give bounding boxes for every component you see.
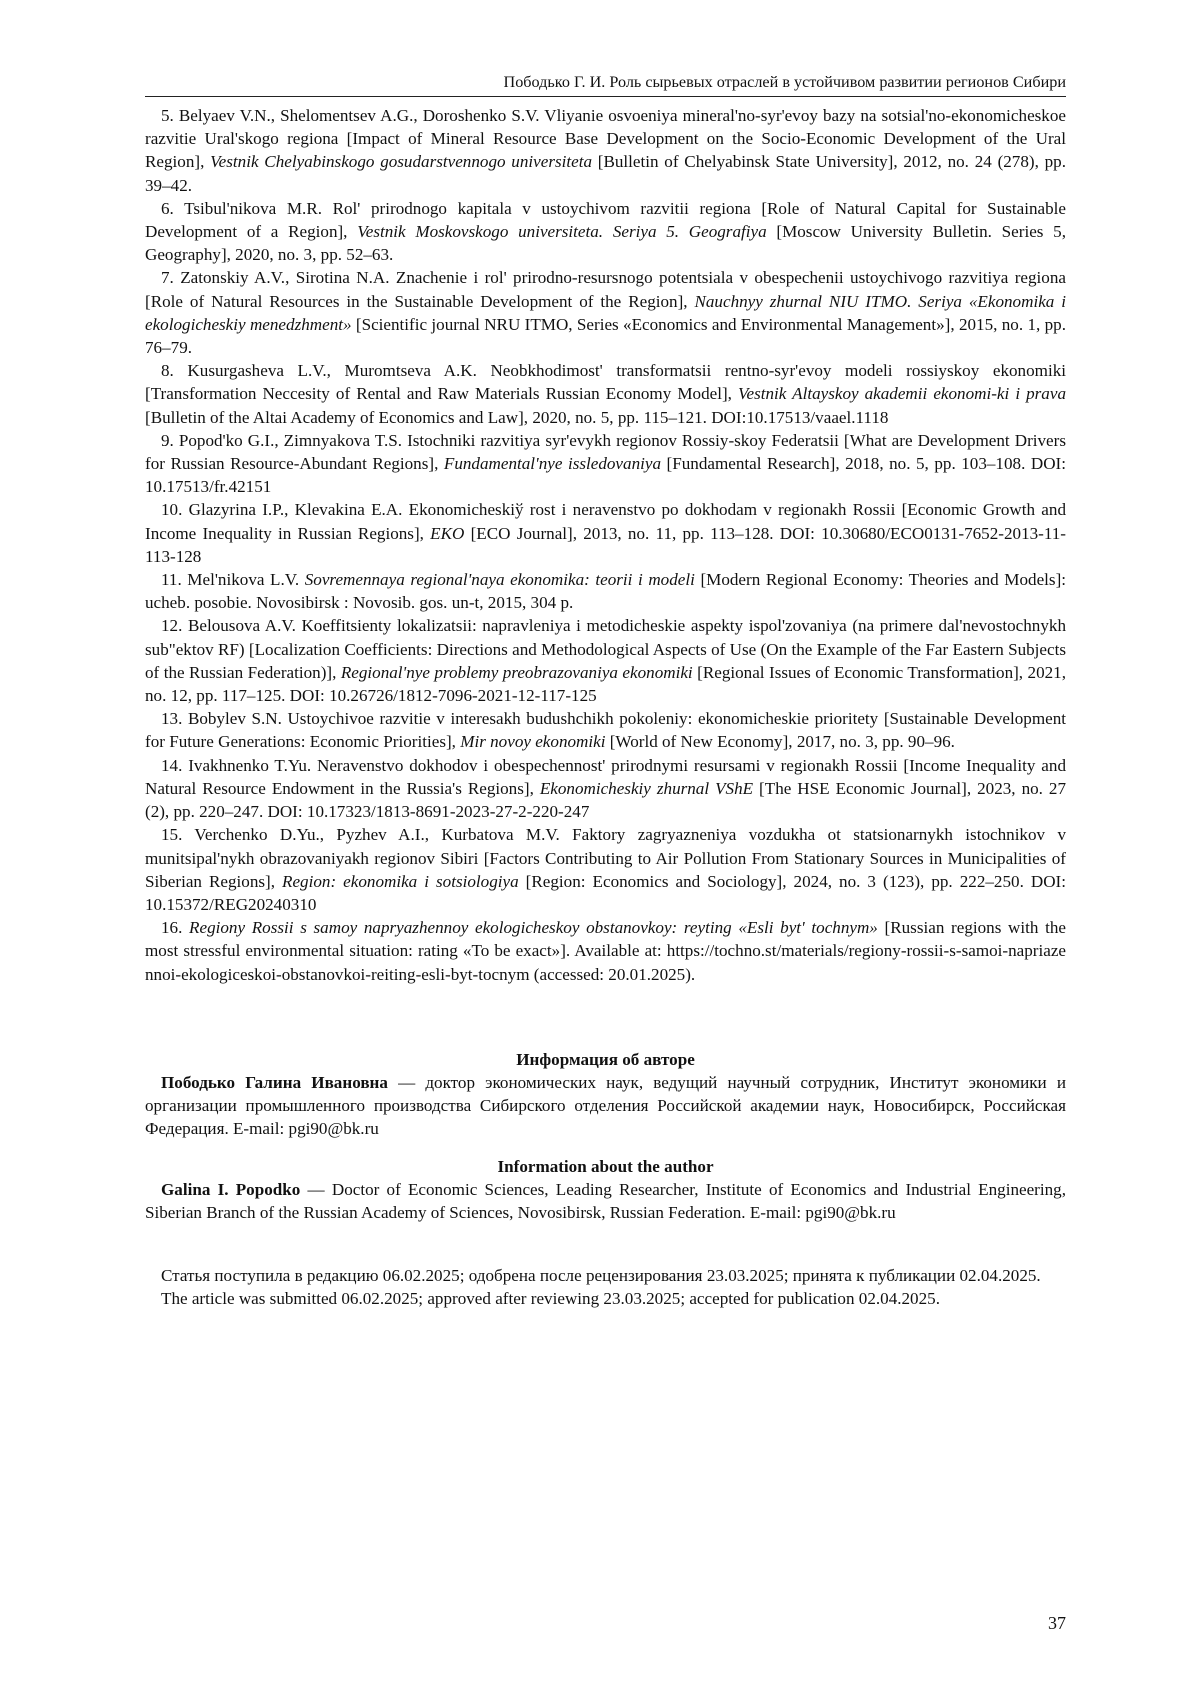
reference-source-title: Region: ekonomika i sotsiologiya xyxy=(282,871,519,891)
reference-item xyxy=(145,266,1066,359)
reference-list xyxy=(145,104,1066,986)
reference-item xyxy=(145,614,1066,707)
reference-text: 5. Belyaev V.N., Shelomentsev A.G., Doroshenko S.V. Vliyanie osvoeniya mineral'no-syr'evoy bazy na sotsial'no-ekonomicheskoe razvitie Ural'skogo regiona [Impact of Mineral Resource Base Development on the Socio-Economic Development of the Ural Region], xyxy=(145,106,1066,172)
reference-text: 10. Glazyrina I.P., Klevakina E.A. Ekonomicheskiў rost i neravenstvo po dokhodam v regionakh Rossii [Economic Growth and Income Inequality in Russian Regions], xyxy=(145,500,1066,543)
reference-item xyxy=(145,916,1066,986)
reference-item xyxy=(145,707,1066,753)
reference-text: [Bulletin of the Altai Academy of Economics and Law], 2020, no. 5, pp. 115–121. DOI:10.17513/vaael.1118 xyxy=(145,407,889,427)
reference-text: 16. xyxy=(161,918,190,938)
reference-item xyxy=(145,823,1066,916)
reference-text: [The HSE Economic Journal], 2023, no. 27 (2), pp. 220–247. DOI: 10.17323/1813-8691-2023-27-2-220-247 xyxy=(145,778,1067,822)
reference-item xyxy=(145,197,1066,267)
reference-source-title: Vestnik Altayskoy akademii ekonomi-ki i prava xyxy=(737,384,1066,404)
author-info-en-text xyxy=(145,1178,1066,1224)
reference-text: 11. Mel'nikova L.V. xyxy=(161,570,305,590)
reference-text: 6. Tsibul'nikova M.R. Rol' prirodnogo kapitala v ustoychivom razvitii regiona [Role of Natural Capital for Sustainable Development of a Region], xyxy=(145,198,1066,242)
reference-text: [Moscow University Bulletin. Series 5, Geography], 2020, no. 3, pp. 52–63. xyxy=(145,222,1066,265)
reference-text: [Modern Regional Economy: Theories and Models]: ucheb. posobie. Novosibirsk : Novosib. gos. un-t, 2015, 304 p. xyxy=(145,570,1067,613)
reference-source-title: Mir novoy ekonomiki xyxy=(460,732,606,752)
reference-text: [Russian regions with the most stressful environmental situation: rating «To be exact»]. Available at: xyxy=(145,918,1066,961)
reference-source-title: Regiony Rossii s samoy napryazhennoy ekologicheskoy obstanovkoy: reyting «Esli byt' tochnym» xyxy=(189,918,878,938)
article-dates-en: The article was submitted 06.02.2025; approved after reviewing 23.03.2025; accepted for publication 02.04.2025. xyxy=(161,1289,940,1309)
article-dates xyxy=(145,1264,1066,1310)
reference-text: [Scientific journal NRU ITMO, Series «Economics and Environmental Management»], 2015, no. 1, pp. 76–79. xyxy=(145,314,1066,358)
reference-item xyxy=(145,754,1066,824)
reference-source-title: Nauchnyy zhurnal NIU ITMO. Seriya «Ekonomika i ekologicheskiy menedzhment» xyxy=(145,291,1066,334)
reference-source-title: Regional'nye problemy preobrazovaniya ekonomiki xyxy=(340,662,693,682)
reference-text: [Bulletin of Chelyabinsk State University], 2012, no. 24 (278), pp. 39–42. xyxy=(145,152,1066,195)
reference-text: [Regional Issues of Economic Transformation], 2021, no. 12, pp. 117–125. DOI: 10.26726/1812-7096-2021-12-117-125 xyxy=(145,662,1066,706)
author-info-en xyxy=(145,1155,1066,1224)
reference-source-title: Vestnik Moskovskogo universiteta. Seriya 5. Geografiya xyxy=(357,222,767,242)
reference-item xyxy=(145,104,1066,197)
running-head: Пободько Г. И. Роль сырьевых отраслей в устойчивом развитии регионов Сибири xyxy=(503,73,1066,91)
reference-text: 8. Kusurgasheva L.V., Muromtseva A.K. Neobkhodimost' transformatsii rentno-syr'evoy modeli rossiyskoy ekonomiki [Transformation Neccesity of Rental and Raw Materials Russian Economy Model], xyxy=(145,361,1066,404)
reference-item xyxy=(145,359,1066,429)
author-name-en: Galina I. Popodko xyxy=(161,1180,301,1199)
reference-url: https://tochno.st/materials/regiony-rossii-s-samoi-napriazennoi-ekologiceskoi-obstanovkoi-reiting-esli-byt-tocnym xyxy=(145,941,1066,984)
reference-text: 9. Popod'ko G.I., Zimnyakova T.S. Istochniki razvitiya syr'evykh regionov Rossiy-skoy Federatsii [What are Development Drivers for Russian Resource-Abundant Regions], xyxy=(145,430,1066,474)
reference-text: [Fundamental Research], 2018, no. 5, pp. 103–108. DOI: 10.17513/fr.42151 xyxy=(145,454,1067,497)
reference-text: [ECO Journal], 2013, no. 11, pp. 113–128. DOI: 10.30680/ECO0131-7652-2013-11-113-128 xyxy=(145,523,1067,566)
reference-item xyxy=(145,498,1066,568)
author-name-ru: Пободько Галина Ивановна xyxy=(161,1073,388,1092)
author-description-en: — Doctor of Economic Sciences, Leading Researcher, Institute of Economics and Industrial Engineering, Siberian Branch of the Russian Academy of Sciences, Novosibirsk, Russian Federation. E-mail: pgi90@bk.ru xyxy=(145,1180,1066,1223)
author-description-ru: — доктор экономических наук, ведущий научный сотрудник, Институт экономики и организации промышленного производства Сибирского отделения Российской академии наук, Новосибирск, Российская Федерация. E-mail: pgi90@bk.ru xyxy=(145,1073,1066,1139)
author-info-ru-title: Информация об авторе xyxy=(516,1050,695,1069)
author-info-ru-text xyxy=(145,1071,1066,1141)
author-info-ru xyxy=(145,1048,1066,1141)
reference-item xyxy=(145,429,1066,499)
reference-source-title: Ekonomicheskiy zhurnal VShE xyxy=(539,778,754,798)
reference-source-title: Fundamental'nye issledovaniya xyxy=(443,454,661,474)
reference-text: 7. Zatonskiy A.V., Sirotina N.A. Znachenie i rol' prirodno-resursnogo potentsiala v obespechenii ustoychivogo razvitiya regiona [Role of Natural Resources in the Sustainable Development of the Region], xyxy=(145,268,1066,311)
reference-source-title: EKO xyxy=(430,523,465,543)
author-info-en-title: Information about the author xyxy=(497,1157,714,1176)
header-rule xyxy=(145,96,1066,97)
article-dates-ru: Статья поступила в редакцию 06.02.2025; одобрена после рецензирования 23.03.2025; принята к публикации 02.04.2025. xyxy=(161,1266,1041,1285)
reference-text: [Region: Economics and Sociology], 2024, no. 3 (123), pp. 222–250. DOI: 10.15372/REG20240310 xyxy=(145,871,1066,914)
reference-text: 14. Ivakhnenko T.Yu. Neravenstvo dokhodov i obespechennost' prirodnymi resursami v regionakh Rossii [Income Inequality and Natural Resource Endowment in the Russia's Regions], xyxy=(145,755,1066,798)
reference-item xyxy=(145,568,1066,614)
reference-text: 13. Bobylev S.N. Ustoychivoe razvitie v interesakh budushchikh pokoleniy: ekonomicheskie prioritety [Sustainable Development for Future Generations: Economic Priorities], xyxy=(145,709,1066,752)
reference-text: 12. Belousova A.V. Koeffitsienty lokalizatsii: napravleniya i metodicheskie aspekty ispol'zovaniya (na primere dal'nevostochnykh sub"ektov RF) [Localization Coefficients: Directions and Methodological Aspects of Use (On the Example of the Far Eastern Subjects of the Russian Federation)], xyxy=(145,616,1066,682)
reference-source-title: Sovremennaya regional'naya ekonomika: teorii i modeli xyxy=(304,570,695,590)
reference-text: 15. Verchenko D.Yu., Pyzhev A.I., Kurbatova M.V. Faktory zagryazneniya vozdukha ot statsionarnykh istochnikov v munitsipal'nykh obrazovaniyakh regionov Sibiri [Factors Contributing to Air Pollution From Stationary Sources in Municipalities of Siberian Regions], xyxy=(145,825,1066,891)
reference-text: (accessed: 20.01.2025). xyxy=(529,964,696,984)
reference-source-title: Vestnik Chelyabinskogo gosudarstvennogo universiteta xyxy=(210,152,593,172)
page-number: 37 xyxy=(1048,1613,1066,1633)
reference-text: [World of New Economy], 2017, no. 3, pp. 90–96. xyxy=(605,732,955,752)
